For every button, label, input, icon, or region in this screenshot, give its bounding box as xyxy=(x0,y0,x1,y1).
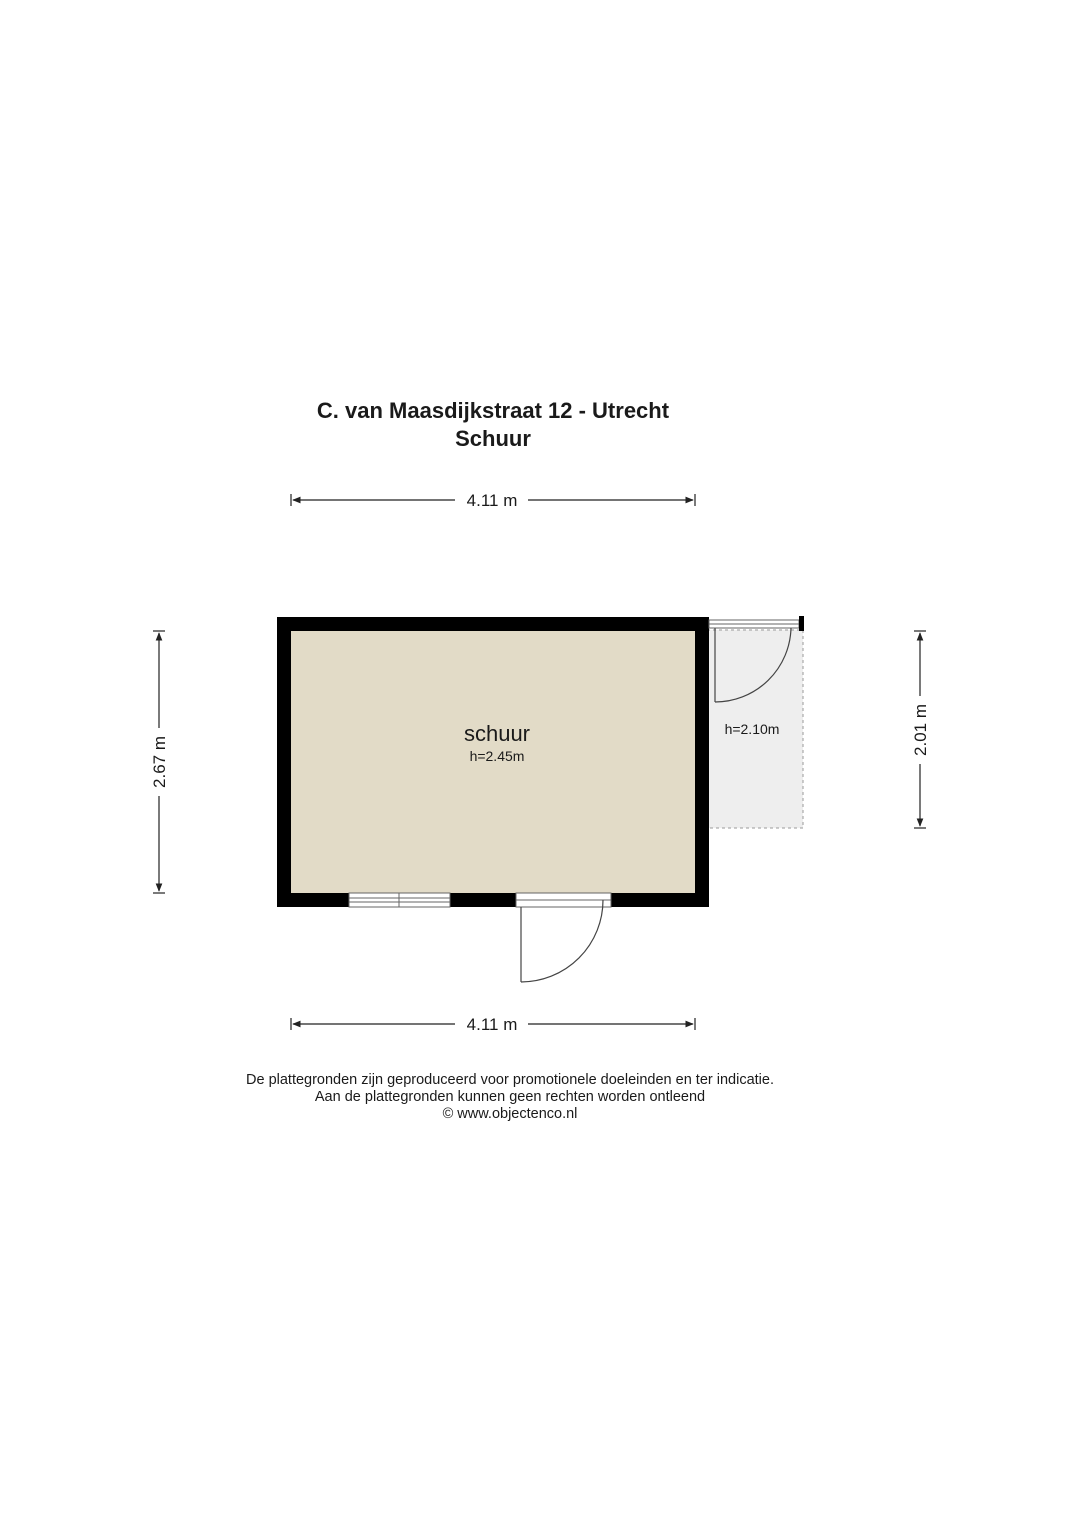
disclaimer-line-2: Aan de plattegronden kunnen geen rechten worden ontleend xyxy=(314,1089,706,1105)
dimension-top-label: 4.11 m xyxy=(466,491,518,510)
window xyxy=(349,893,450,907)
plan-title-address: C. van Maasdijkstraat 12 - Utrecht xyxy=(316,398,670,423)
dimension-bottom-label: 4.11 m xyxy=(466,1015,518,1034)
room-height: h=2.45m xyxy=(469,748,525,764)
annex-height: h=2.10m xyxy=(724,721,780,737)
plan-title-floor: Schuur xyxy=(455,426,531,451)
disclaimer-copyright: © www.objectenco.nl xyxy=(442,1106,578,1122)
disclaimer-line-1: De plattegronden zijn geproduceerd voor promotionele doeleinden en ter indicatie. xyxy=(246,1072,774,1088)
room-name: schuur xyxy=(463,721,531,746)
dimension-left-label: 2.67 m xyxy=(150,736,169,788)
dimension-right-label: 2.01 m xyxy=(911,704,930,756)
door-bottom xyxy=(516,893,611,982)
